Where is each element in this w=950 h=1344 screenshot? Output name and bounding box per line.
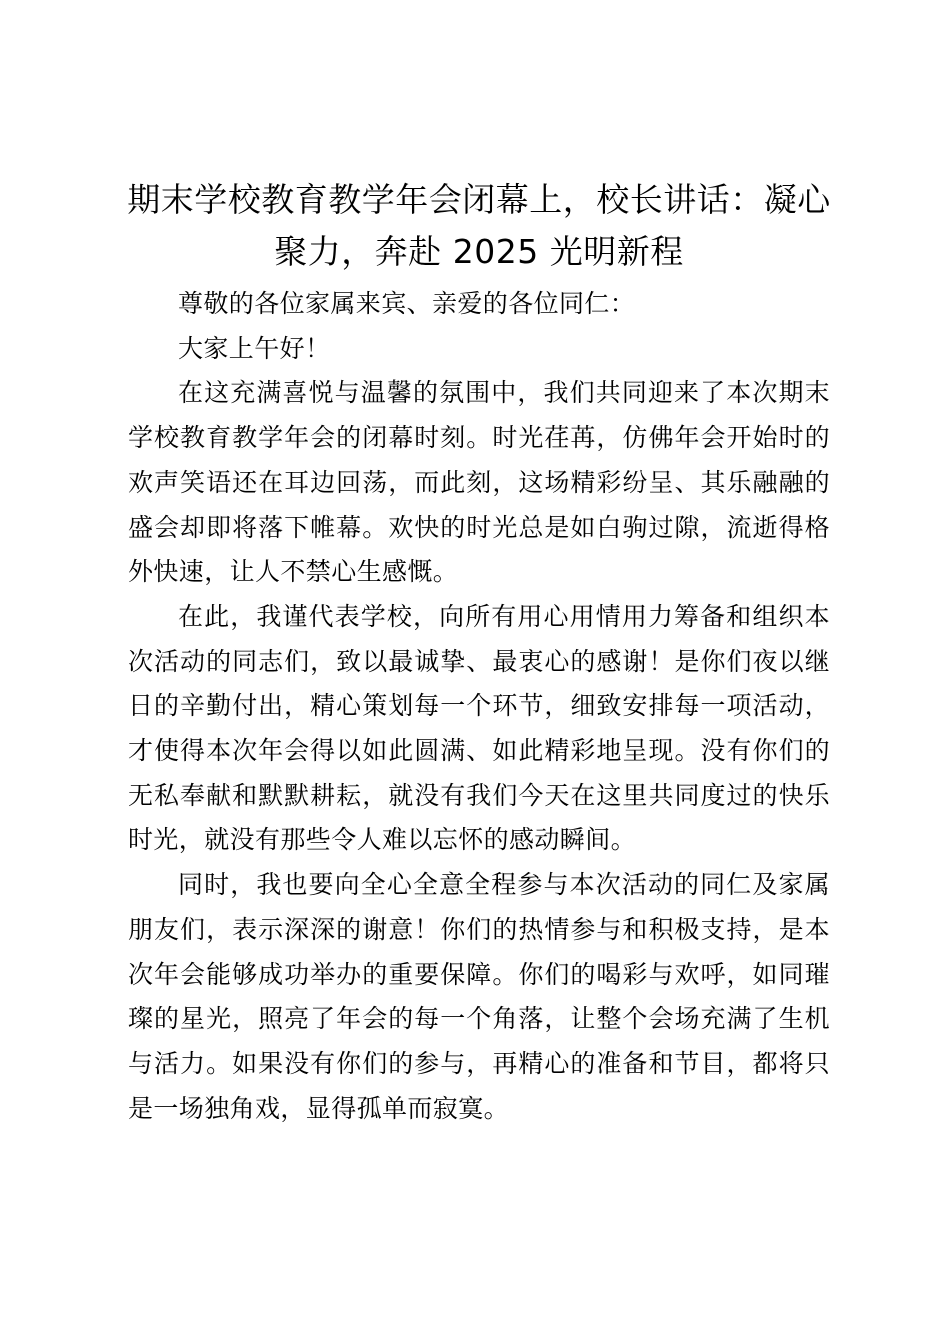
body-paragraph: 在此，我谨代表学校，向所有用心用情用力筹备和组织本次活动的同志们，致以最诚挚、最衷心的感谢！是你们夜以继日的辛勤付出，精心策划每一个环节，细致安排每一项活动，才使得本次年会得以如此圆满、如此精彩地呈现。没有你们的无私奉献和默默耕耘，就没有我们今天在这里共同度过的快乐时光，就没有那些令人难以忘怀的感动瞬间。: [128, 601, 830, 855]
document-title: 期末学校教育教学年会闭幕上，校长讲话：凝心聚力，奔赴 2025 光明新程: [127, 180, 831, 271]
body-paragraph: 在这充满喜悦与温馨的氛围中，我们共同迎来了本次期末学校教育教学年会的闭幕时刻。时光荏苒，仿佛年会开始时的欢声笑语还在耳边回荡，而此刻，这场精彩纷呈、其乐融融的盛会却即将落下帷幕。欢快的时光总是如白驹过隙，流逝得格外快速，让人不禁心生感慨。: [128, 378, 830, 587]
document-page: [128, 174, 830, 1131]
salutation: 尊敬的各位家属来宾、亲爱的各位同仁：: [178, 289, 636, 318]
body-paragraph: 同时，我也要向全心全意全程参与本次活动的同仁及家属朋友们，表示深深的谢意！你们的热情参与和积极支持，是本次年会能够成功举办的重要保障。你们的喝彩与欢呼，如同璀璨的星光，照亮了年会的每一个角落，让整个会场充满了生机与活力。如果没有你们的参与，再精心的准备和节目，都将只是一场独角戏，显得孤单而寂寞。: [128, 870, 830, 1123]
greeting: 大家上午好！: [178, 333, 331, 363]
